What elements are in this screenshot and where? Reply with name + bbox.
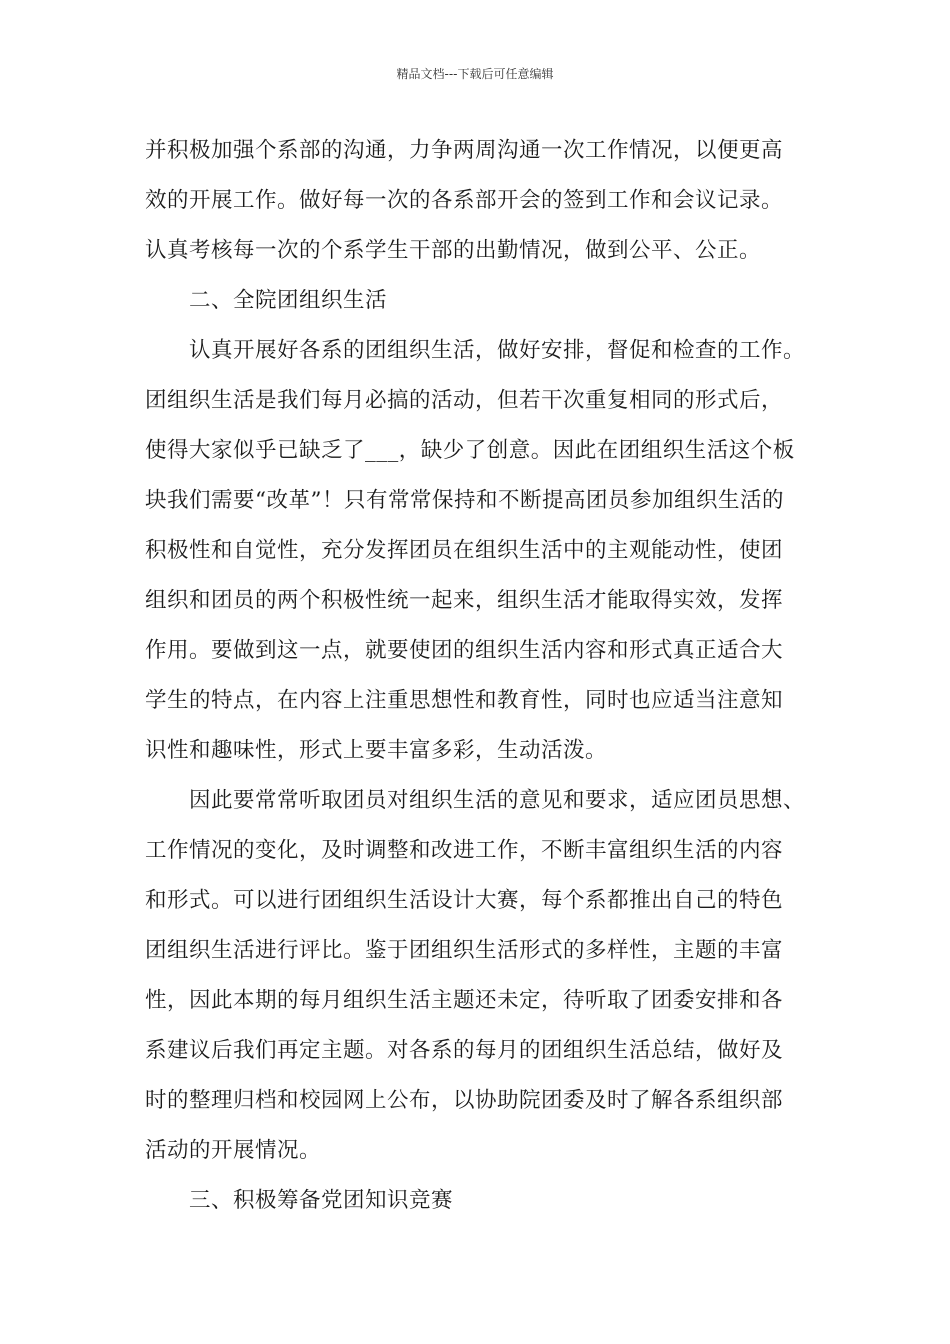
- section-heading: 二、全院团组织生活: [189, 288, 388, 313]
- paragraph-line: 作用。要做到这一点，就要使团的组织生活内容和形式真正适合大: [145, 638, 784, 663]
- paragraph-line: 性，因此本期的每月组织生活主题还未定，待听取了团委安排和各: [145, 988, 784, 1013]
- paragraph-line: 认真开展好各系的团组织生活，做好安排，督促和检查的工作。: [189, 338, 806, 363]
- paragraph-line: 工作情况的变化，及时调整和改进工作，不断丰富组织生活的内容: [145, 838, 784, 863]
- paragraph-line: 块我们需要“改革”！只有常常保持和不断提高团员参加组织生活的: [145, 488, 784, 513]
- paragraph-line: 积极性和自觉性，充分发挥团员在组织生活中的主观能动性，使团: [145, 538, 784, 563]
- paragraph-line: 并积极加强个系部的沟通，力争两周沟通一次工作情况，以便更高: [145, 138, 784, 163]
- paragraph-line: 因此要常常听取团员对组织生活的意见和要求，适应团员思想、: [189, 788, 806, 813]
- paragraph-line: 学生的特点，在内容上注重思想性和教育性，同时也应适当注意知: [145, 688, 784, 713]
- paragraph-line: 团组织生活是我们每月必搞的活动，但若干次重复相同的形式后，: [145, 388, 784, 413]
- paragraph-line: 识性和趣味性，形式上要丰富多彩，生动活泼。: [145, 738, 608, 763]
- section-heading: 三、积极筹备党团知识竞赛: [189, 1188, 454, 1213]
- paragraph-line: 效的开展工作。做好每一次的各系部开会的签到工作和会议记录。: [145, 188, 784, 213]
- paragraph-line: 团组织生活进行评比。鉴于团组织生活形式的多样性，主题的丰富: [145, 938, 784, 963]
- paragraph-line: 组织和团员的两个积极性统一起来，组织生活才能取得实效，发挥: [145, 588, 784, 613]
- paragraph-line: 系建议后我们再定主题。对各系的每月的团组织生活总结，做好及: [145, 1038, 784, 1063]
- paragraph-line: 使得大家似乎已缺乏了___，缺少了创意。因此在团组织生活这个板: [145, 438, 795, 463]
- paragraph-line: 活动的开展情况。: [145, 1138, 322, 1163]
- page-header: 精品文档---下载后可任意编辑: [396, 67, 554, 81]
- paragraph-line: 和形式。可以进行团组织生活设计大赛，每个系都推出自己的特色: [145, 888, 784, 913]
- paragraph-line: 时的整理归档和校园网上公布，以协助院团委及时了解各系组织部: [145, 1088, 784, 1113]
- paragraph-line: 认真考核每一次的个系学生干部的出勤情况，做到公平、公正。: [145, 238, 762, 263]
